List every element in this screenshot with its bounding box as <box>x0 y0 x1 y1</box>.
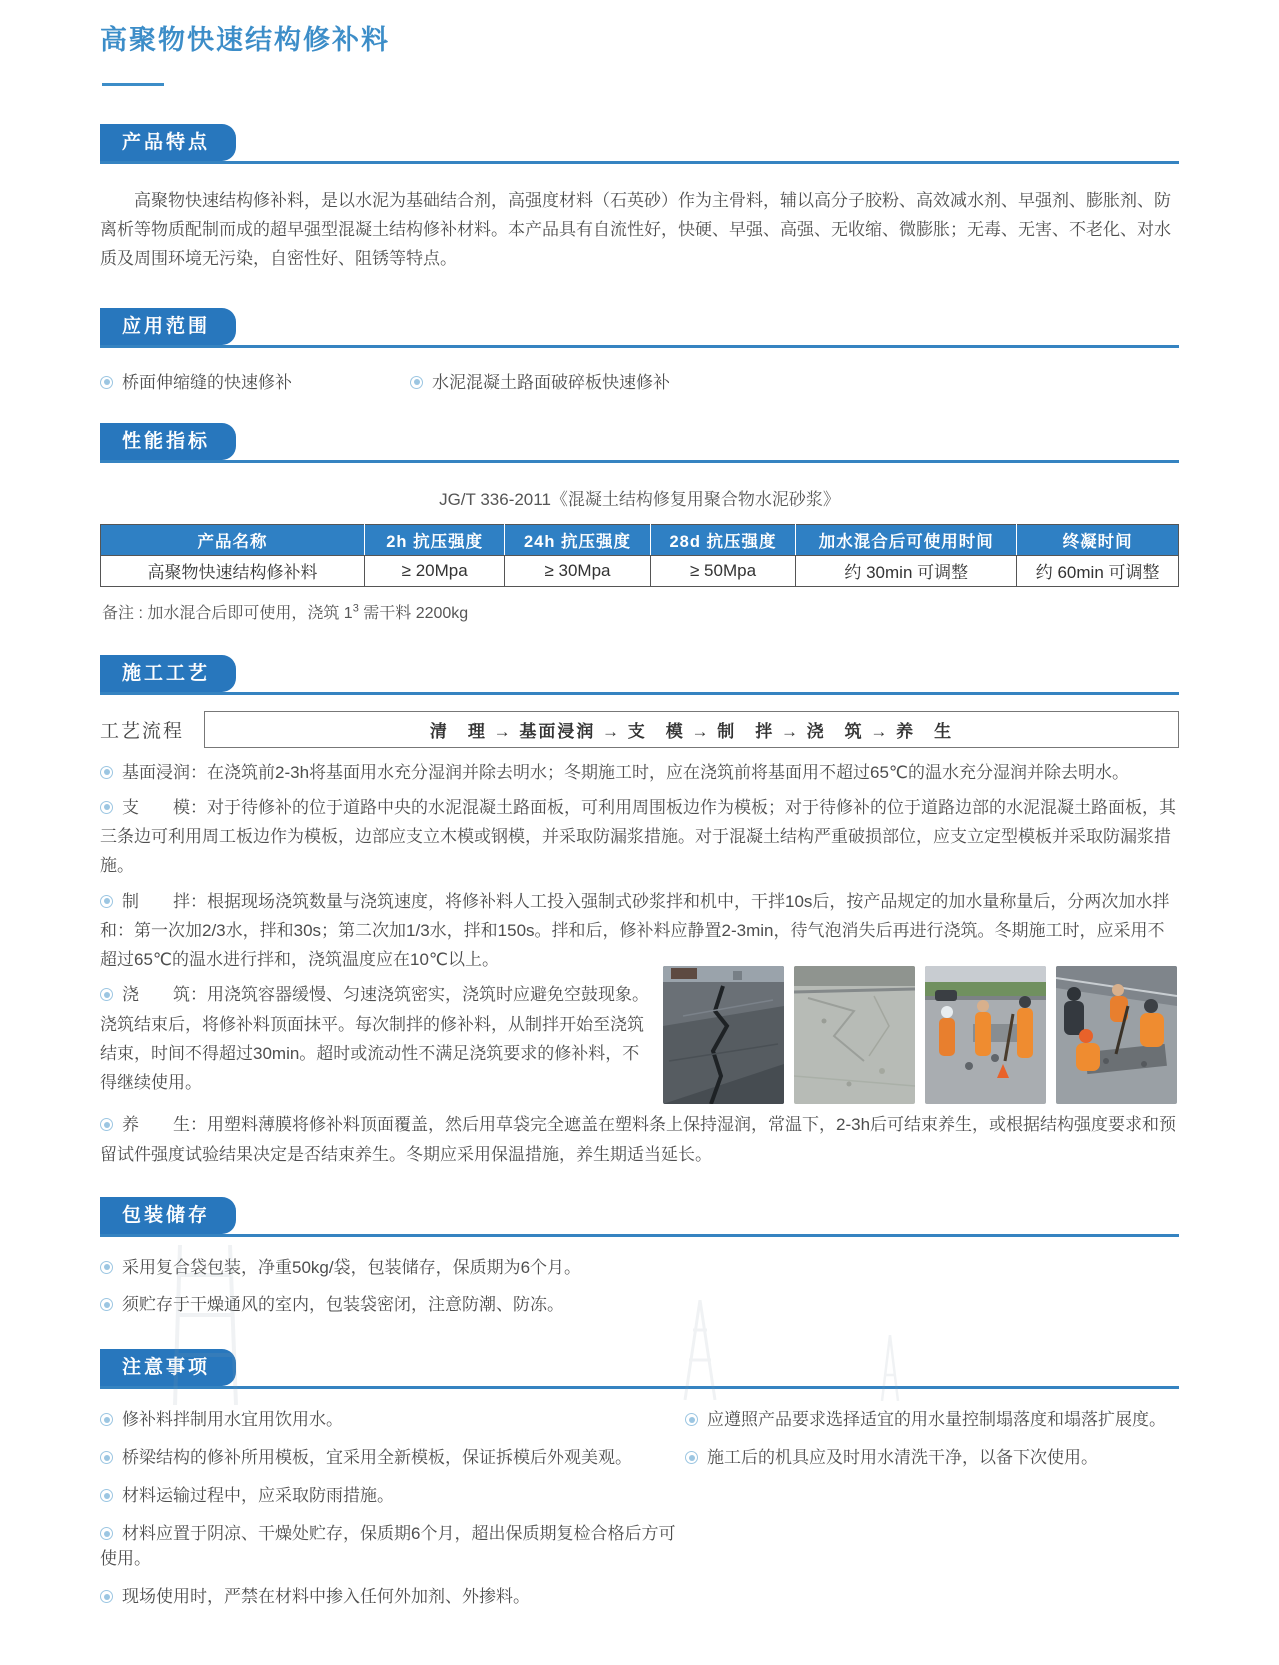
section-tab-applications: 应用范围 <box>100 308 236 345</box>
page-title: 高聚物快速结构修补料 <box>100 25 390 55</box>
section-construction <box>100 655 1179 1169</box>
photo-workers-road-repair <box>925 966 1046 1104</box>
ring-bullet-icon <box>685 1413 698 1426</box>
packaging-items <box>100 1253 1179 1319</box>
construction-step <box>100 980 649 1098</box>
ring-bullet-icon <box>100 988 113 1001</box>
ring-bullet-icon <box>100 895 113 908</box>
site-photo-strip <box>663 966 1179 1104</box>
section-performance <box>100 423 1179 623</box>
note-item-text: 材料运输过程中，应采取防雨措施。 <box>122 1486 394 1506</box>
note-item <box>100 1405 685 1430</box>
section-header-packaging <box>100 1197 1179 1237</box>
note-item <box>100 1481 685 1506</box>
section-header-applications <box>100 308 1179 348</box>
photo-cracked-dark-pavement <box>663 966 784 1104</box>
ring-bullet-icon <box>100 1298 113 1311</box>
construction-step <box>100 758 1179 787</box>
table-cell: 约 30min 可调整 <box>796 555 1017 586</box>
table-header-cell: 24h 抗压强度 <box>505 524 651 555</box>
note-row <box>100 1519 1179 1569</box>
table-cell: ≥ 30Mpa <box>505 555 651 586</box>
application-items <box>100 368 1179 393</box>
note-item <box>685 1443 1179 1468</box>
title-underline <box>102 83 164 86</box>
packaging-item-text: 采用复合袋包装，净重50kg/袋，包装储存，保质期为6个月。 <box>122 1257 582 1277</box>
ring-bullet-icon <box>100 801 113 814</box>
table-cell: ≥ 20Mpa <box>365 555 505 586</box>
table-cell: 约 60min 可调整 <box>1017 555 1179 586</box>
table-header-cell: 产品名称 <box>101 524 365 555</box>
construction-step <box>100 887 1179 975</box>
ring-bullet-icon <box>100 766 113 779</box>
ring-bullet-icon <box>100 376 113 389</box>
section-tab-notes: 注意事项 <box>100 1349 236 1386</box>
table-note-text: 需干料 2200kg <box>358 604 469 622</box>
table-note-superscript: 3 <box>352 602 359 615</box>
section-header-performance <box>100 423 1179 463</box>
process-flow-label: 工艺流程 <box>100 720 185 742</box>
application-item <box>100 368 410 393</box>
table-header-cell: 2h 抗压强度 <box>365 524 505 555</box>
ring-bullet-icon <box>100 1413 113 1426</box>
application-item <box>410 368 1179 393</box>
table-cell: ≥ 50Mpa <box>650 555 796 586</box>
section-tab-performance: 性能指标 <box>100 423 236 460</box>
process-flow-row <box>100 711 1179 748</box>
section-notes <box>100 1349 1179 1607</box>
notes-list <box>100 1405 1179 1607</box>
section-header-notes <box>100 1349 1179 1389</box>
table-note-text: 备注 : 加水混合后即可使用，浇筑 1 <box>102 604 353 622</box>
construction-step-text: 养 生：用塑料薄膜将修补料顶面覆盖，然后用草袋完全遮盖在塑料条上保持湿润，常温下，2-3h后可结束养生，或根据结构强度要求和预留试件强度试验结果决定是否结束养生。冬期应采用保温措施，养生期适当延长。 <box>100 1115 1177 1164</box>
table-row <box>101 555 1179 586</box>
section-tab-features: 产品特点 <box>100 124 236 161</box>
construction-step-text: 浇 筑：用浇筑容器缓慢、匀速浇筑密实，浇筑时应避免空鼓现象。浇筑结束后，将修补料顶面抹平。每次制拌的修补料，从制拌开始至浇筑结束，时间不得超过30min。超时或流动性不满足浇筑要求的修补料，不得继续使用。 <box>100 985 649 1093</box>
note-item-text: 现场使用时，严禁在材料中掺入任何外加剂、外掺料。 <box>122 1587 530 1607</box>
construction-step-text: 制 拌：根据现场浇筑数量与浇筑速度，将修补料人工投入强制式砂浆拌和机中，干拌10s后，按产品规定的加水量称量后，分两次加水拌和：第一次加2/3水，拌和30s；第二次加1/3水，拌和150s。拌和后，修补料应静置2-3min，待气泡消失后再进行浇筑。冬期施工时，应采用不超过65℃的温水进行拌和，浇筑温度应在10℃以上。 <box>100 891 1170 970</box>
note-row <box>100 1582 1179 1607</box>
construction-step-with-photos <box>100 980 1179 1104</box>
ring-bullet-icon <box>100 1489 113 1502</box>
standard-reference: JG/T 336-2011《混凝土结构修复用聚合物水泥砂浆》 <box>439 489 840 509</box>
ring-bullet-icon <box>685 1451 698 1464</box>
note-row <box>100 1443 1179 1468</box>
ring-bullet-icon <box>100 1261 113 1274</box>
table-cell: 高聚物快速结构修补料 <box>101 555 365 586</box>
note-item <box>100 1443 685 1468</box>
features-paragraph: 高聚物快速结构修补料，是以水泥为基础结合剂，高强度材料（石英砂）作为主骨料，辅以高分子胶粉、高效减水剂、早强剂、膨胀剂、防离析等物质配制而成的超早强型混凝土结构修补材料。本产品具有自流性好，快硬、早强、高强、无收缩、微膨胀；无毒、无害、不老化、对水质及周围环境无污染，自密性好、阻锈等特点。 <box>100 191 1171 269</box>
section-applications <box>100 308 1179 393</box>
photo-cracked-concrete-slab <box>794 966 915 1104</box>
construction-step <box>100 1110 1179 1168</box>
table-header-cell: 加水混合后可使用时间 <box>796 524 1017 555</box>
application-item-label: 水泥混凝土路面破碎板快速修补 <box>432 372 670 392</box>
section-tab-construction: 施工工艺 <box>100 655 236 692</box>
note-item-text: 桥梁结构的修补所用模板，宜采用全新模板，保证拆模后外观美观。 <box>122 1448 632 1468</box>
application-item-label: 桥面伸缩缝的快速修补 <box>122 372 292 392</box>
table-header-cell: 28d 抗压强度 <box>650 524 796 555</box>
performance-table <box>100 524 1179 587</box>
note-item <box>685 1405 1179 1430</box>
note-row <box>100 1405 1179 1430</box>
ring-bullet-icon <box>100 1118 113 1131</box>
packaging-item-text: 须贮存于干燥通风的室内，包装袋密闭，注意防潮、防冻。 <box>122 1295 564 1315</box>
photo-workers-patching <box>1056 966 1177 1104</box>
note-item-text: 修补料拌制用水宜用饮用水。 <box>122 1410 343 1430</box>
ring-bullet-icon <box>100 1590 113 1603</box>
table-header-row <box>101 524 1179 555</box>
table-header-cell: 终凝时间 <box>1017 524 1179 555</box>
ring-bullet-icon <box>100 1451 113 1464</box>
section-features <box>100 124 1179 274</box>
note-item-text: 材料应置于阴凉、干燥处贮存，保质期6个月，超出保质期复检合格后方可使用。 <box>100 1524 676 1569</box>
construction-step <box>100 793 1179 881</box>
packaging-item <box>100 1290 1179 1319</box>
section-header-construction <box>100 655 1179 695</box>
section-header-features <box>100 124 1179 164</box>
note-item <box>100 1582 685 1607</box>
section-packaging <box>100 1197 1179 1319</box>
note-item-text: 施工后的机具应及时用水清洗干净，以备下次使用。 <box>707 1448 1098 1468</box>
ring-bullet-icon <box>100 1527 113 1540</box>
construction-step-text: 支 模：对于待修补的位于道路中央的水泥混凝土路面板，可利用周围板边作为模板；对于待修补的位于道路边部的水泥混凝土路面板，其三条边可利用周工板边作为模板，边部应支立木模或钢模，并采取防漏浆措施。对于混凝土结构严重破损部位，应支立定型模板并采取防漏浆措施。 <box>100 797 1176 876</box>
table-note <box>102 600 1179 623</box>
note-item <box>100 1519 685 1569</box>
ring-bullet-icon <box>410 376 423 389</box>
note-row <box>100 1481 1179 1506</box>
construction-step-text: 基面浸润：在浇筑前2-3h将基面用水充分湿润并除去明水；冬期施工时，应在浇筑前将基面用不超过65℃的温水充分湿润并除去明水。 <box>122 762 1130 782</box>
note-item-text: 应遵照产品要求选择适宜的用水量控制塌落度和塌落扩展度。 <box>707 1410 1166 1430</box>
section-tab-packaging: 包装储存 <box>100 1197 236 1234</box>
packaging-item <box>100 1253 1179 1282</box>
process-flow-box: 清 理 → 基面浸润 → 支 模 → 制 拌 → 浇 筑 → 养 生 <box>204 711 1179 748</box>
